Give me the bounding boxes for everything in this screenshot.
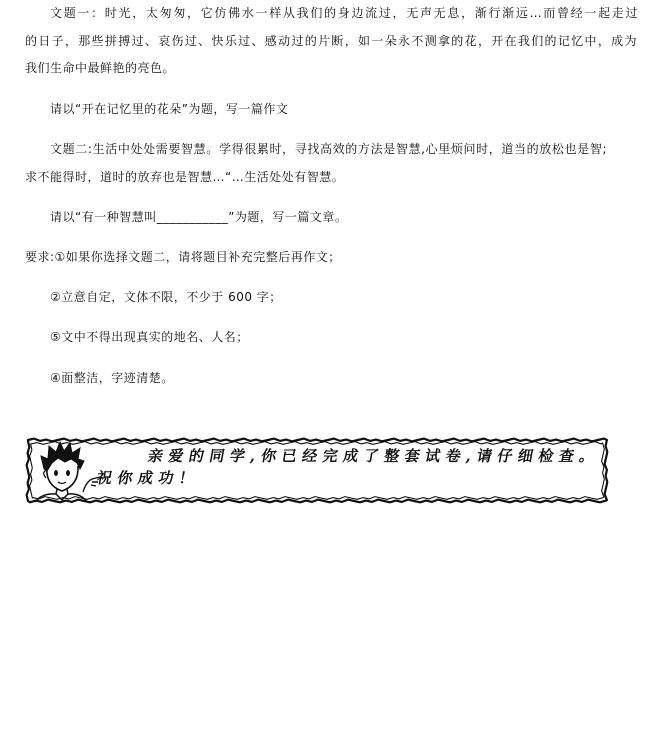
- topic-two-line-1: 文题二:生活中处处需要智慧。学得很累时，寻找高效的方法是智慧,心里烦问时，道当的放松也是智;: [50, 142, 607, 156]
- boy-face: [47, 466, 78, 491]
- requirement-2: ②立意自定，文体不限，不少于 600 字；: [50, 290, 282, 304]
- topic-one-line-1: 文题一：时光，太匆匆，它仿佛水一样从我们的身边流过，无声无息，渐行渐远…而曾经一起走过: [50, 6, 638, 20]
- requirement-4: ④面整洁，字迹清楚。: [50, 371, 174, 385]
- banner-message-line-2: 祝你成功！: [95, 469, 202, 487]
- topic-one-line-2: 的日子，那些拼搏过、哀伤过、快乐过、感动过的片断，如一朵永不测拿的花，开在我们的记忆中，成为: [25, 34, 637, 48]
- topic-one-line-3: 我们生命中最鲜艳的亮色。: [25, 61, 176, 75]
- boy-left-eye: [54, 470, 58, 476]
- boy-right-eye: [66, 470, 70, 476]
- good-luck-banner: [25, 436, 610, 506]
- requirement-3: ⑤文中不得出现真实的地名、人名；: [50, 330, 249, 344]
- topic-one-prompt: 请以“开在记忆里的花朵”为题，写一篇作文: [50, 102, 289, 116]
- topic-two-prompt: 请以“有一种智慧叫___________”为题，写一篇文章。: [50, 210, 348, 224]
- banner-message-line-1: 亲爱的同学,你已经完成了整套试卷,请仔细检查。: [146, 447, 602, 465]
- topic-two-line-2: 求不能得时，道时的放弃也是智慧…“…生活处处有智慧。: [25, 170, 345, 184]
- requirement-1: 要求:①如果你选择文题二，请将题目补充完整后再作文；: [25, 250, 341, 264]
- cartoon-boy-icon: [35, 442, 100, 502]
